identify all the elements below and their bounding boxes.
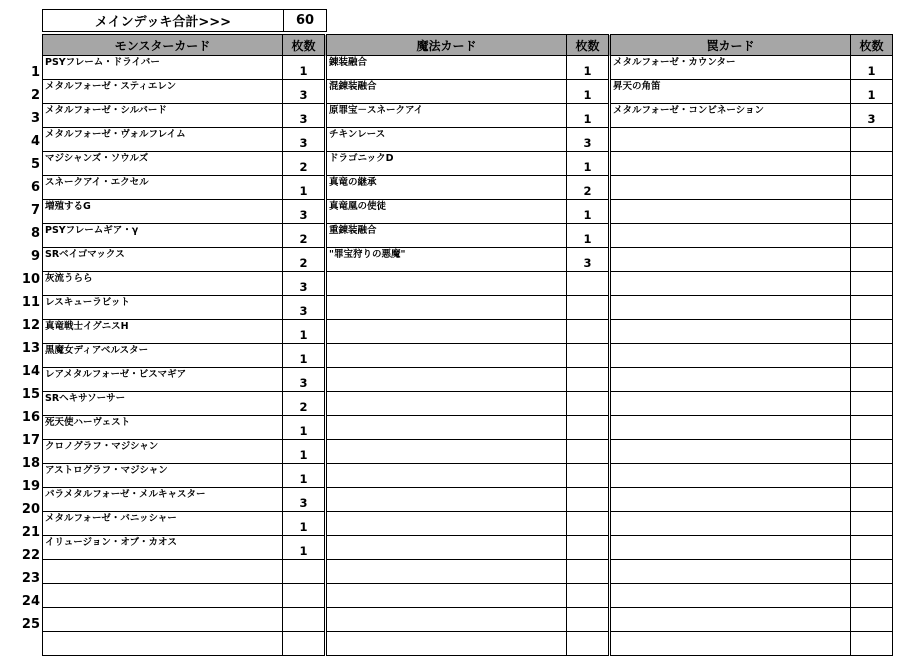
table-row bbox=[43, 392, 893, 416]
monster-card-count: 3 bbox=[283, 128, 325, 152]
spell-card-count bbox=[567, 608, 609, 632]
row-number: 6 bbox=[30, 180, 40, 195]
trap-card-name bbox=[611, 296, 851, 320]
table-row bbox=[43, 560, 893, 584]
monster-card-count: 2 bbox=[283, 392, 325, 416]
deck-total-summary bbox=[42, 9, 327, 32]
monster-card-count: 2 bbox=[283, 152, 325, 176]
monster-card-name: 真竜戦士イグニスH bbox=[43, 320, 283, 344]
monster-card-count: 3 bbox=[283, 200, 325, 224]
spell-card-name bbox=[327, 368, 567, 392]
trap-card-count bbox=[851, 464, 893, 488]
spell-card-name bbox=[327, 536, 567, 560]
trap-card-count bbox=[851, 344, 893, 368]
spell-card-count bbox=[567, 296, 609, 320]
trap-card-count: 1 bbox=[851, 56, 893, 80]
spell-card-count: 1 bbox=[567, 80, 609, 104]
table-row bbox=[43, 56, 893, 80]
trap-card-name bbox=[611, 440, 851, 464]
monster-card-count: 1 bbox=[283, 320, 325, 344]
monster-card-count: 1 bbox=[283, 464, 325, 488]
trap-header: 罠カード bbox=[611, 35, 851, 56]
spell-card-count bbox=[567, 584, 609, 608]
monster-card-count bbox=[283, 608, 325, 632]
trap-card-name bbox=[611, 248, 851, 272]
spell-card-name: 重錬装融合 bbox=[327, 224, 567, 248]
trap-card-count bbox=[851, 392, 893, 416]
table-row bbox=[43, 608, 893, 632]
monster-card-count bbox=[283, 560, 325, 584]
table-row bbox=[43, 128, 893, 152]
trap-card-name bbox=[611, 464, 851, 488]
spell-card-count bbox=[567, 440, 609, 464]
monster-card-name: イリュージョン・オブ・カオス bbox=[43, 536, 283, 560]
trap-card-count bbox=[851, 152, 893, 176]
row-number: 14 bbox=[21, 364, 40, 379]
monster-count-header: 枚数 bbox=[283, 35, 325, 56]
table-row bbox=[43, 80, 893, 104]
monster-card-name: マジシャンズ・ソウルズ bbox=[43, 152, 283, 176]
table-row bbox=[43, 440, 893, 464]
trap-card-name bbox=[611, 416, 851, 440]
monster-card-count: 3 bbox=[283, 272, 325, 296]
spell-card-count: 1 bbox=[567, 104, 609, 128]
spell-card-count bbox=[567, 536, 609, 560]
spell-card-name bbox=[327, 608, 567, 632]
spell-header: 魔法カード bbox=[327, 35, 567, 56]
spell-card-count: 1 bbox=[567, 200, 609, 224]
trap-card-name bbox=[611, 176, 851, 200]
spell-count-header: 枚数 bbox=[567, 35, 609, 56]
spell-card-name bbox=[327, 416, 567, 440]
table-row bbox=[43, 248, 893, 272]
table-row bbox=[43, 272, 893, 296]
trap-card-name bbox=[611, 632, 851, 656]
table-row bbox=[43, 416, 893, 440]
trap-card-count bbox=[851, 560, 893, 584]
spell-card-name bbox=[327, 584, 567, 608]
spell-card-count: 3 bbox=[567, 248, 609, 272]
table-row bbox=[43, 464, 893, 488]
trap-card-name bbox=[611, 584, 851, 608]
trap-card-count bbox=[851, 440, 893, 464]
monster-card-count: 3 bbox=[283, 488, 325, 512]
table-row bbox=[43, 632, 893, 656]
table-row bbox=[43, 104, 893, 128]
monster-card-count: 1 bbox=[283, 512, 325, 536]
trap-card-name: 昇天の角笛 bbox=[611, 80, 851, 104]
spell-card-count bbox=[567, 488, 609, 512]
spell-card-count bbox=[567, 416, 609, 440]
trap-card-name bbox=[611, 488, 851, 512]
trap-card-count: 3 bbox=[851, 104, 893, 128]
spell-card-count bbox=[567, 392, 609, 416]
monster-card-name bbox=[43, 560, 283, 584]
monster-card-name: メタルフォーゼ・バニッシャー bbox=[43, 512, 283, 536]
spell-card-count bbox=[567, 560, 609, 584]
monster-card-name: レアメタルフォーゼ・ビスマギア bbox=[43, 368, 283, 392]
monster-card-count: 3 bbox=[283, 296, 325, 320]
header-row bbox=[43, 35, 893, 56]
table-row bbox=[43, 584, 893, 608]
row-number: 22 bbox=[21, 548, 40, 563]
monster-card-name: レスキューラビット bbox=[43, 296, 283, 320]
trap-card-count bbox=[851, 584, 893, 608]
spell-card-name: チキンレース bbox=[327, 128, 567, 152]
monster-card-count: 2 bbox=[283, 224, 325, 248]
monster-card-count: 1 bbox=[283, 536, 325, 560]
row-number: 10 bbox=[21, 272, 40, 287]
row-number: 16 bbox=[21, 410, 40, 425]
trap-card-name: メタルフォーゼ・カウンター bbox=[611, 56, 851, 80]
spell-card-name: 真竜凰の使徒 bbox=[327, 200, 567, 224]
trap-card-count bbox=[851, 296, 893, 320]
spell-card-name bbox=[327, 632, 567, 656]
spell-card-name bbox=[327, 296, 567, 320]
trap-card-name bbox=[611, 320, 851, 344]
spell-card-count bbox=[567, 272, 609, 296]
spell-card-count: 2 bbox=[567, 176, 609, 200]
trap-card-name bbox=[611, 392, 851, 416]
spell-card-count: 3 bbox=[567, 128, 609, 152]
trap-card-count: 1 bbox=[851, 80, 893, 104]
spell-card-name bbox=[327, 440, 567, 464]
table-row bbox=[43, 320, 893, 344]
table-row bbox=[43, 200, 893, 224]
monster-card-name: 灰流うらら bbox=[43, 272, 283, 296]
trap-card-count bbox=[851, 128, 893, 152]
monster-card-count: 1 bbox=[283, 440, 325, 464]
row-number: 20 bbox=[21, 502, 40, 517]
monster-card-count: 3 bbox=[283, 368, 325, 392]
trap-card-name bbox=[611, 512, 851, 536]
monster-card-count: 1 bbox=[283, 344, 325, 368]
monster-card-count bbox=[283, 632, 325, 656]
monster-card-name: メタルフォーゼ・ヴォルフレイム bbox=[43, 128, 283, 152]
spell-card-count: 1 bbox=[567, 152, 609, 176]
spell-card-count bbox=[567, 368, 609, 392]
monster-card-name bbox=[43, 584, 283, 608]
trap-card-count bbox=[851, 176, 893, 200]
trap-card-count bbox=[851, 632, 893, 656]
spell-card-count: 1 bbox=[567, 224, 609, 248]
row-number: 2 bbox=[30, 88, 40, 103]
table-row bbox=[43, 344, 893, 368]
monster-card-count: 1 bbox=[283, 176, 325, 200]
monster-card-count: 1 bbox=[283, 416, 325, 440]
trap-card-count bbox=[851, 512, 893, 536]
spell-card-name bbox=[327, 488, 567, 512]
row-number: 21 bbox=[21, 525, 40, 540]
monster-card-name: 死天使ハーヴェスト bbox=[43, 416, 283, 440]
trap-count-header: 枚数 bbox=[851, 35, 893, 56]
table-row bbox=[43, 152, 893, 176]
row-number: 12 bbox=[21, 318, 40, 333]
spell-card-name bbox=[327, 272, 567, 296]
trap-card-count bbox=[851, 488, 893, 512]
trap-card-count bbox=[851, 200, 893, 224]
monster-header: モンスターカード bbox=[43, 35, 283, 56]
monster-card-count: 2 bbox=[283, 248, 325, 272]
trap-card-name bbox=[611, 128, 851, 152]
monster-card-name bbox=[43, 608, 283, 632]
monster-card-name bbox=[43, 632, 283, 656]
monster-card-name: 増殖するG bbox=[43, 200, 283, 224]
trap-card-name bbox=[611, 344, 851, 368]
trap-card-count bbox=[851, 248, 893, 272]
monster-card-count bbox=[283, 584, 325, 608]
table-row bbox=[43, 224, 893, 248]
row-number: 5 bbox=[30, 157, 40, 172]
monster-card-count: 1 bbox=[283, 56, 325, 80]
trap-card-count bbox=[851, 608, 893, 632]
monster-card-name: PSYフレーム・ドライバー bbox=[43, 56, 283, 80]
spell-card-name bbox=[327, 344, 567, 368]
spell-card-count bbox=[567, 464, 609, 488]
row-number: 24 bbox=[21, 594, 40, 609]
spell-card-name: ドラゴニックD bbox=[327, 152, 567, 176]
trap-card-name bbox=[611, 272, 851, 296]
table-row bbox=[43, 176, 893, 200]
row-number-column bbox=[0, 56, 40, 631]
trap-card-name bbox=[611, 536, 851, 560]
table-row bbox=[43, 512, 893, 536]
spell-card-name bbox=[327, 464, 567, 488]
trap-card-count bbox=[851, 536, 893, 560]
table-row bbox=[43, 488, 893, 512]
trap-card-name bbox=[611, 560, 851, 584]
row-number: 7 bbox=[30, 203, 40, 218]
row-number: 23 bbox=[21, 571, 40, 586]
spell-card-name: 錬装融合 bbox=[327, 56, 567, 80]
trap-card-name bbox=[611, 200, 851, 224]
monster-card-name: PSYフレームギア・γ bbox=[43, 224, 283, 248]
trap-card-count bbox=[851, 272, 893, 296]
row-number: 1 bbox=[30, 65, 40, 80]
trap-card-count bbox=[851, 320, 893, 344]
trap-card-count bbox=[851, 416, 893, 440]
row-number: 3 bbox=[30, 111, 40, 126]
table-row bbox=[43, 368, 893, 392]
deck-total-label: メインデッキ合計>>> bbox=[43, 10, 284, 32]
spell-card-count bbox=[567, 320, 609, 344]
monster-card-count: 3 bbox=[283, 104, 325, 128]
row-number: 13 bbox=[21, 341, 40, 356]
spell-card-name: 混錬装融合 bbox=[327, 80, 567, 104]
spell-card-name bbox=[327, 320, 567, 344]
monster-card-name: パラメタルフォーゼ・メルキャスター bbox=[43, 488, 283, 512]
spell-card-count: 1 bbox=[567, 56, 609, 80]
row-number: 4 bbox=[30, 134, 40, 149]
row-number: 8 bbox=[30, 226, 40, 241]
monster-card-name: クロノグラフ・マジシャン bbox=[43, 440, 283, 464]
trap-card-name bbox=[611, 152, 851, 176]
monster-card-name: メタルフォーゼ・シルバード bbox=[43, 104, 283, 128]
spell-card-name bbox=[327, 560, 567, 584]
spell-card-name: 真竜の継承 bbox=[327, 176, 567, 200]
monster-card-name: アストログラフ・マジシャン bbox=[43, 464, 283, 488]
spell-card-name: "罪宝狩りの悪魔" bbox=[327, 248, 567, 272]
monster-card-name: スネークアイ・エクセル bbox=[43, 176, 283, 200]
spell-card-name: 原罪宝－スネークアイ bbox=[327, 104, 567, 128]
deck-list-table bbox=[42, 34, 893, 656]
trap-card-name bbox=[611, 368, 851, 392]
trap-card-count bbox=[851, 368, 893, 392]
spell-card-count bbox=[567, 344, 609, 368]
trap-card-name bbox=[611, 608, 851, 632]
spell-card-count bbox=[567, 512, 609, 536]
trap-card-name: メタルフォーゼ・コンビネーション bbox=[611, 104, 851, 128]
deck-total-value: 60 bbox=[284, 10, 327, 32]
monster-card-count: 3 bbox=[283, 80, 325, 104]
row-number: 15 bbox=[21, 387, 40, 402]
spell-card-name bbox=[327, 392, 567, 416]
row-number: 18 bbox=[21, 456, 40, 471]
row-number: 11 bbox=[21, 295, 40, 310]
monster-card-name: 黒魔女ディアベルスター bbox=[43, 344, 283, 368]
row-number: 9 bbox=[30, 249, 40, 264]
table-row bbox=[43, 536, 893, 560]
spell-card-name bbox=[327, 512, 567, 536]
monster-card-name: メタルフォーゼ・スティエレン bbox=[43, 80, 283, 104]
monster-card-name: SRベイゴマックス bbox=[43, 248, 283, 272]
row-number: 19 bbox=[21, 479, 40, 494]
monster-card-name: SRヘキサソーサー bbox=[43, 392, 283, 416]
spell-card-count bbox=[567, 632, 609, 656]
table-row bbox=[43, 296, 893, 320]
row-number: 17 bbox=[21, 433, 40, 448]
row-number: 25 bbox=[21, 617, 40, 632]
trap-card-name bbox=[611, 224, 851, 248]
trap-card-count bbox=[851, 224, 893, 248]
